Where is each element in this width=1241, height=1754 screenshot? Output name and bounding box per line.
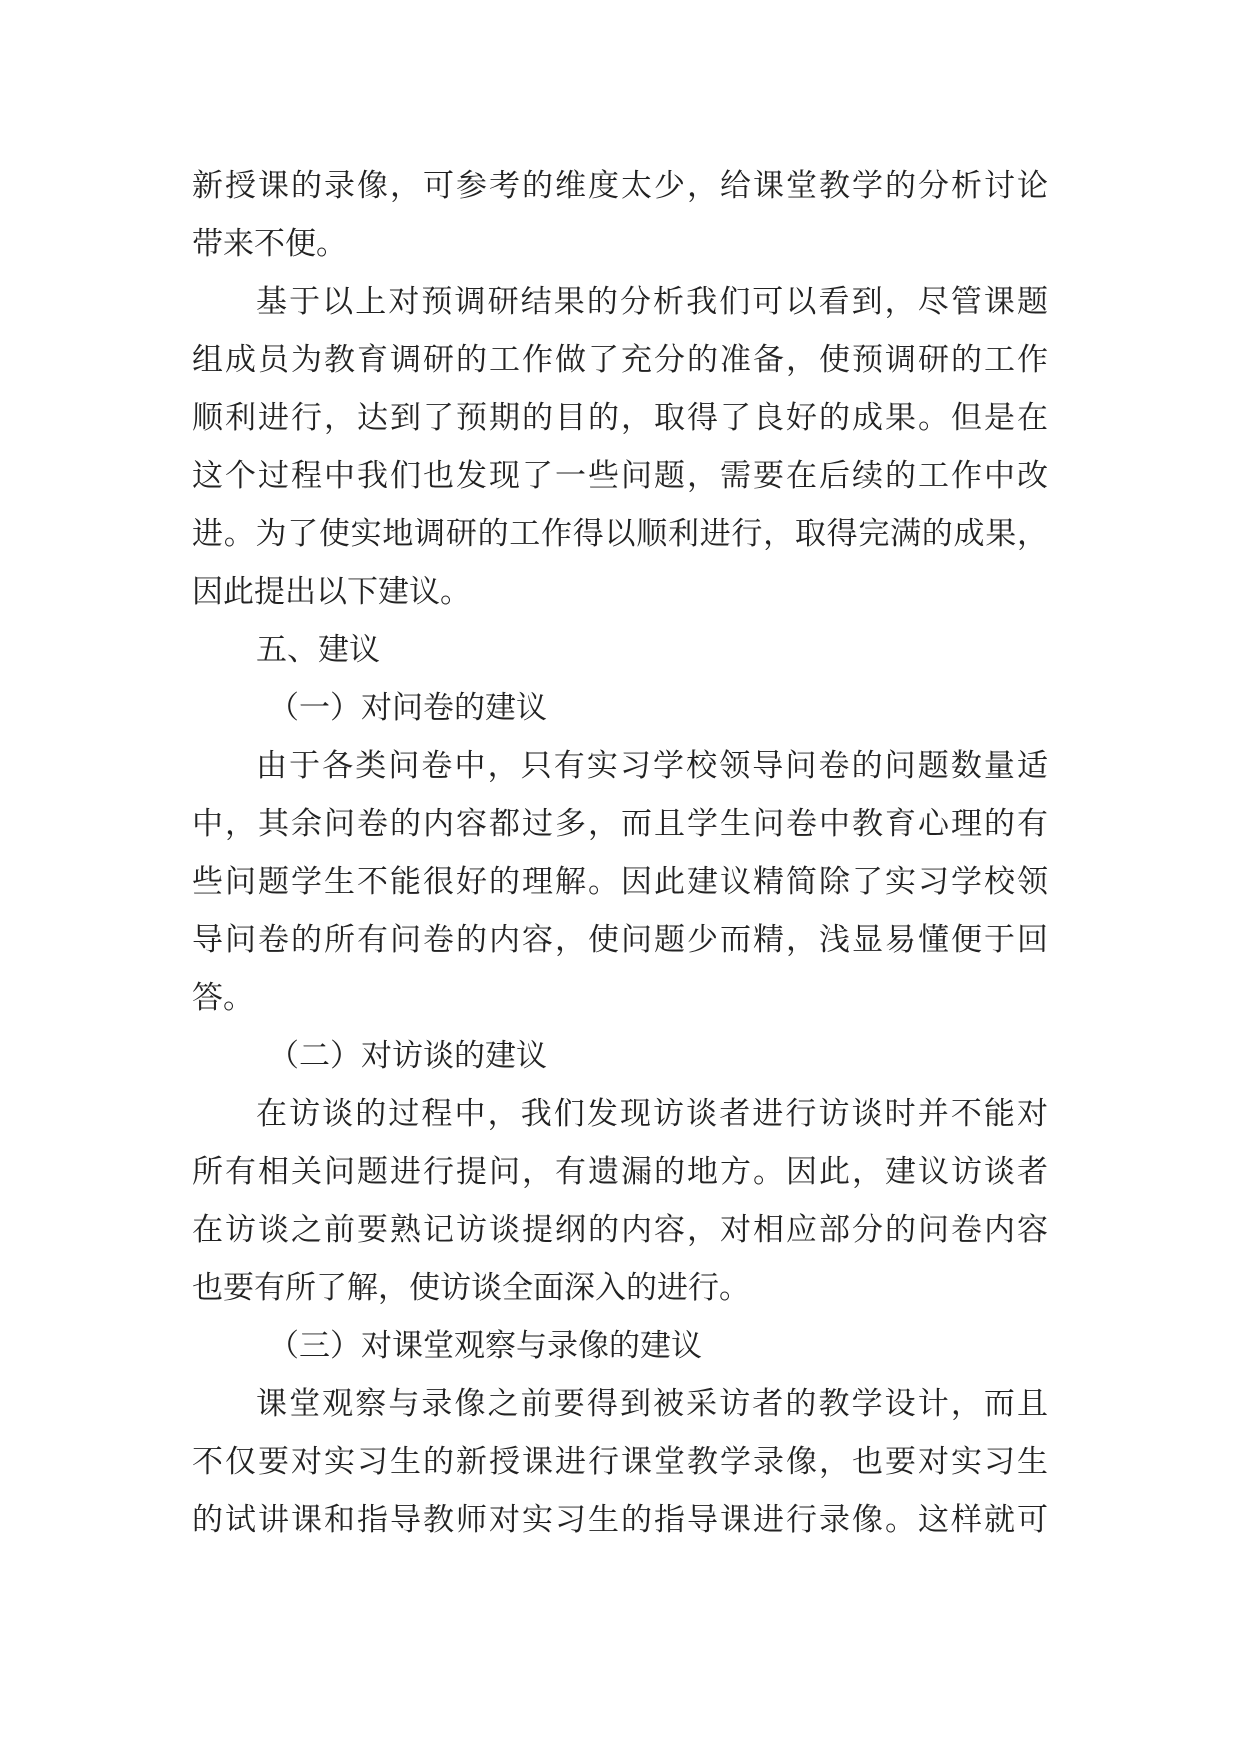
- paragraph-start-line: 基于以上对预调研结果的分析我们可以看到，尽管课题: [256, 284, 1048, 320]
- text-line: 中，其余问卷的内容都过多，而且学生问卷中教育心理的有: [192, 806, 1048, 842]
- text-line: 因此提出以下建议。: [192, 574, 471, 610]
- text-line: 在访谈之前要熟记访谈提纲的内容，对相应部分的问卷内容: [192, 1212, 1048, 1248]
- section-heading: 五、建议: [256, 632, 380, 668]
- paragraph-start-line: 由于各类问卷中，只有实习学校领导问卷的问题数量适: [256, 748, 1048, 784]
- text-line: 新授课的录像，可参考的维度太少，给课堂教学的分析讨论: [192, 168, 1048, 204]
- text-line: 进。为了使实地调研的工作得以顺利进行，取得完满的成果，: [192, 516, 1048, 552]
- text-line: 组成员为教育调研的工作做了充分的准备，使预调研的工作: [192, 342, 1048, 378]
- text-line: 顺利进行，达到了预期的目的，取得了良好的成果。但是在: [192, 400, 1048, 436]
- subsection-heading: （二）对访谈的建议: [268, 1038, 547, 1074]
- subsection-heading: （一）对问卷的建议: [268, 690, 547, 726]
- text-line: 也要有所了解，使访谈全面深入的进行。: [192, 1270, 750, 1306]
- text-line: 这个过程中我们也发现了一些问题，需要在后续的工作中改: [192, 458, 1048, 494]
- text-line: 导问卷的所有问卷的内容，使问题少而精，浅显易懂便于回: [192, 922, 1048, 958]
- subsection-heading: （三）对课堂观察与录像的建议: [268, 1328, 702, 1364]
- text-line: 答。: [192, 980, 254, 1016]
- text-line: 所有相关问题进行提问，有遗漏的地方。因此，建议访谈者: [192, 1154, 1048, 1190]
- text-line: 不仅要对实习生的新授课进行课堂教学录像，也要对实习生: [192, 1444, 1048, 1480]
- text-line: 些问题学生不能很好的理解。因此建议精简除了实习学校领: [192, 864, 1048, 900]
- paragraph-start-line: 在访谈的过程中，我们发现访谈者进行访谈时并不能对: [256, 1096, 1048, 1132]
- paragraph-start-line: 课堂观察与录像之前要得到被采访者的教学设计，而且: [256, 1386, 1048, 1422]
- text-line: 的试讲课和指导教师对实习生的指导课进行录像。这样就可: [192, 1502, 1048, 1538]
- text-line: 带来不便。: [192, 226, 347, 262]
